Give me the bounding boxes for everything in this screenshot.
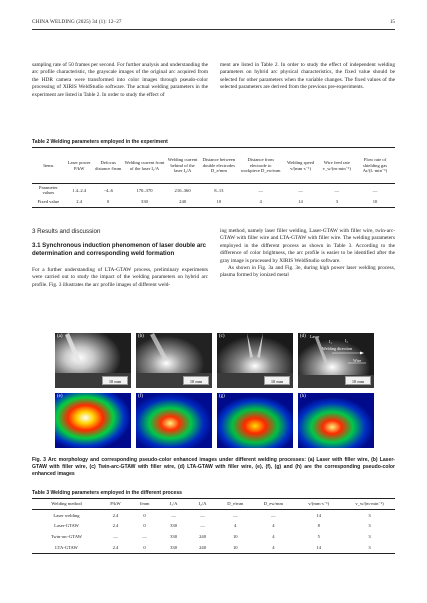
panel-label: (h) [300,394,306,399]
table-row [32,521,395,532]
figure-panel-b [136,333,212,388]
table2-cell: 330 [123,197,167,208]
table3 [32,498,395,554]
table3-cell: 0 [130,543,159,554]
table2-header-cell: Welding speed v/(mm·s⁻¹) [282,148,318,184]
laser-annotation: Laser [310,334,320,339]
table3-header-cell: I₂/A [188,499,217,510]
table2-cell: 10 [199,197,239,208]
scale-bar: 10 mm [102,376,128,385]
left-column-section3 [32,267,208,289]
table3-header-cell: v/(mm·s⁻¹) [293,499,344,510]
table3-cell: Twin-arc-GTAW [50,534,83,540]
table3-cell: 14 [293,543,344,554]
table3-cell: — [232,512,238,518]
table3-cell: 240 [188,543,217,554]
table-row [32,510,395,521]
table3-header-cell: I₁/A [159,499,188,510]
table3-cell: — [171,512,176,518]
table3-label: Table 3 [32,490,50,496]
table2-header-cell: Welding current behind of the laser I₂/A [166,148,199,184]
table2-cell: 14 [282,197,318,208]
panel-label: (f) [138,394,143,399]
table2-header-cell: Welding current front of the laser I₁/A [123,148,167,184]
table2-cell: — [334,187,340,193]
table3-cell: 3 [368,523,371,529]
table2-header-cell: Distance from electrode to workpiece D_ew/mm [239,148,283,184]
right-column-section3 [220,228,395,280]
figure-panel-d [298,333,374,388]
table2 [32,147,395,208]
current-i1-annotation: I₁ [329,339,332,344]
table3-cell: — [271,512,276,518]
table-row [32,532,395,543]
paragraph-methods: ing method, namely laser filler welding, Laser-GTAW with filler wire, twin-arc-GTAW with filler wire and LTA-GTAW with filler wire. The welding parameters employed in the different process as shown in Table 3. According to the difference of color brightness, the arc profile is easier to be identified after the gray image is processed by XIRIS WeldStudio software. [220,228,395,264]
table3-cell: 2.4 [101,543,130,554]
table3-cell: 10 [232,534,238,540]
table3-cell: Laser-GTAW [54,523,79,529]
table2-title: Welding parameters employed in the experiment [50,139,168,145]
table3-cell: 5 [317,534,320,540]
table3-header-cell: Welding method [32,499,101,510]
pseudo-color-arc-image-g [217,393,293,448]
pseudo-color-arc-image-f [136,393,212,448]
panel-label: (c) [219,334,225,339]
table3-cell: 4 [253,543,293,554]
table-row [32,543,395,554]
table2-cell: 170–370 [136,187,153,193]
table3-cell: LTA-GTAW [32,543,101,554]
table3-cell: 0 [143,523,146,529]
table3-cell: — [200,523,205,529]
table3-cell: 4 [234,523,237,529]
table2-cell: 10 [355,197,395,208]
table2-cell: 0 [94,197,123,208]
paragraph-fig3a: As shown in Fig. 3a and Fig. 3e, during high power laser welding process, plasma formed by ionized metal [220,265,395,279]
table2-cell: 210–360 [174,187,191,193]
table3-cell: 3 [344,543,395,554]
paragraph-understanding: For a further understanding of LTA-GTAW process, preliminary experiments were carried out to study the impact of the welding parameters on hybrid arc profile. Fig. 3 illustrates the arc profile images of different weld- [32,267,208,288]
table2-header-cell: Laser power P/kW [65,148,94,184]
figure-panel-e [55,393,131,448]
current-i2-annotation: I₂ [345,338,348,343]
welding-direction-annotation: Welding direction [322,346,353,351]
table3-header-cell: D_ew/mm [253,499,293,510]
scale-bar: 10 mm [183,376,209,385]
panel-label: (a) [57,334,63,339]
table-row [32,197,395,208]
panel-label: (b) [138,334,144,339]
table2-cell: 3 [319,197,355,208]
panel-label: (g) [219,394,225,399]
table2-cell: — [298,187,303,193]
running-header [32,16,395,28]
figure-panel-f [136,393,212,448]
table3-header-row [32,499,395,510]
table3-cell: 2.4 [112,512,119,518]
table2-cell: 2.4 [65,197,94,208]
table2-header-cell: Items [32,148,65,184]
paragraph-sampling: sampling rate of 50 frames per second. For further analysis and understanding the arc profile characteristic, the grayscale images of the original arc acquired from the HDR camera were transformed into color images through pseudo-color processing of XIRIS WeldStudio software. The actual welding parameters in the experiment are listed in Table 2. In order to study the effect of [32,62,208,98]
table2-caption [32,139,168,145]
table3-header-cell: f/mm [130,499,159,510]
paragraph-parameters: ment are listed in Table 2. In order to study the effect of independent welding parameters on hybrid arc physical characteristics, the fixed value should be selected for other parameters when the variable changes. The fixed values of the selected parameters are derived from the previous pre-experiments. [220,62,395,91]
pseudo-color-arc-image-e [55,393,131,448]
table3-cell: 8 [317,523,320,529]
table2-cell: — [258,187,263,193]
right-column-top [220,62,395,92]
figure-panel-g [217,393,293,448]
table3-cell: — [113,534,118,540]
table2-header-row [32,148,395,184]
table2-cell: −4–6 [103,187,113,193]
table3-cell: 2.4 [112,523,119,529]
scale-bar: 10 mm [345,376,371,385]
table3-header-cell: D_e/mm [217,499,253,510]
pseudo-color-arc-image-h [298,393,374,448]
table-row [32,184,395,197]
table3-cell: 0 [143,512,146,518]
table2-cell: Parameter values [39,184,58,196]
table2-header-cell: Distance between double electrodes D_e/mm [199,148,239,184]
scale-bar: 10 mm [264,376,290,385]
table2-cell: 4 [239,197,283,208]
table2-header-cell: Defocus distance f/mm [94,148,123,184]
table3-cell: 10 [217,543,253,554]
figure-panel-c [217,333,293,388]
subsection-heading: 3.1 Synchronous induction phenomenon of laser double arc determination and corresponding weld formation [32,242,207,258]
left-column-top [32,62,208,99]
table3-cell: 3 [368,534,371,540]
journal-citation: CHINA WELDING (2025) 34 (1): 12–27 [32,19,122,25]
figure-panel-h [298,393,374,448]
table3-cell: 330 [170,523,177,529]
table3-cell: 330 [170,534,177,540]
table2-header-cell: Wire feed rate v_w/(m·min⁻¹) [319,148,355,184]
table3-cell: 240 [199,534,207,540]
table2-header-cell: Flow rate of shielding gas Ar/(L·min⁻¹) [355,148,395,184]
figure-3 [55,333,375,449]
figure-panel-a [55,333,131,388]
table3-header-cell: P/kW [101,499,130,510]
table2-cell: 240 [166,197,199,208]
table3-title: Welding parameters employed in the different process [50,490,182,496]
header-rule [32,29,395,30]
figure3-caption: Fig. 3 Arc morphology and corresponding pseudo-color enhanced images under different welding processes: (a) Laser with filler wire, (b) Laser-GTAW with filler wire, (c) Twin-arc-GTAW with filler wire, (d) LTA-GTAW with filler wire, (e), (f), (g) and (h) are the corresponding pseudo-color enhanced images [32,457,395,477]
page-number: 15 [389,19,395,25]
table2-cell: Fixed value [32,197,65,208]
table2-cell: 8–13 [214,187,224,193]
table3-cell: — [142,534,147,540]
table3-caption [32,490,182,496]
wire-annotation: Wire [353,358,362,363]
table3-header-cell: v_w/(m·min⁻¹) [344,499,395,510]
table3-cell: Laser welding [53,512,80,518]
panel-label: (e) [57,394,63,399]
table3-cell: 330 [159,543,188,554]
table3-cell: 3 [368,512,371,518]
table3-cell: 14 [316,512,322,518]
table3-cell: 4 [272,534,275,540]
table2-cell: — [372,187,378,193]
table2-cell: 1.4–2.4 [72,187,87,193]
table3-cell: — [200,512,205,518]
panel-label: (d) [300,334,306,339]
table3-cell: 4 [272,523,275,529]
section-heading: 3 Results and discussion [32,228,101,235]
table2-label: Table 2 [32,139,50,145]
